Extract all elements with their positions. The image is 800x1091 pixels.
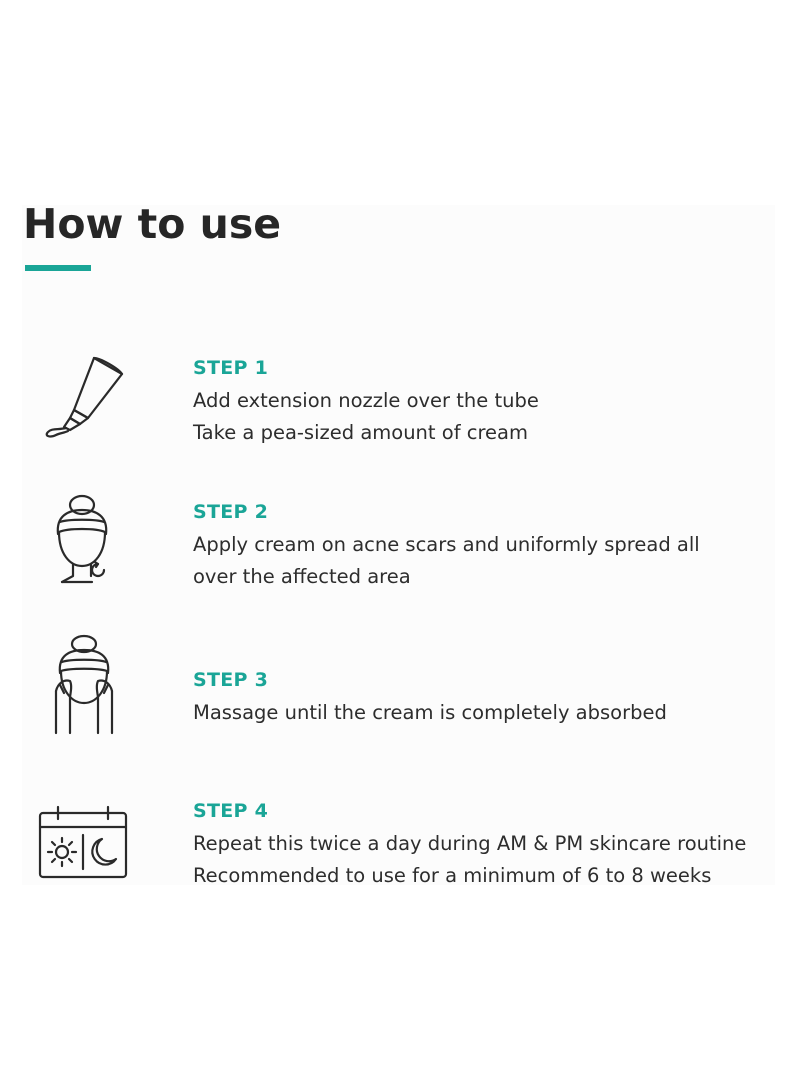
calendar-day-night-icon (36, 805, 132, 881)
face-apply-icon (46, 492, 126, 592)
step-instruction: Take a pea-sized amount of cream (193, 421, 529, 444)
page-title: How to use (23, 200, 282, 248)
step-label: STEP 4 (193, 800, 269, 822)
step-instruction: Recommended to use for a minimum of 6 to 8 weeks (193, 864, 712, 887)
step-label: STEP 3 (193, 669, 269, 691)
title-accent-bar (25, 265, 91, 271)
step-4-text (193, 799, 746, 892)
step-instruction: Add extension nozzle over the tube (193, 389, 539, 412)
step-1-text (193, 356, 539, 449)
step-label: STEP 1 (193, 357, 269, 379)
face-massage-icon (44, 633, 124, 741)
step-instruction: Massage until the cream is completely absorbed (193, 701, 667, 724)
step-instruction: Repeat this twice a day during AM & PM skincare routine (193, 832, 747, 855)
step-2-text (193, 500, 700, 593)
step-label: STEP 2 (193, 501, 269, 523)
step-instruction: over the affected area (193, 565, 411, 588)
step-3-text (193, 668, 667, 729)
tube-icon (28, 356, 128, 446)
step-instruction: Apply cream on acne scars and uniformly spread all (193, 533, 700, 556)
